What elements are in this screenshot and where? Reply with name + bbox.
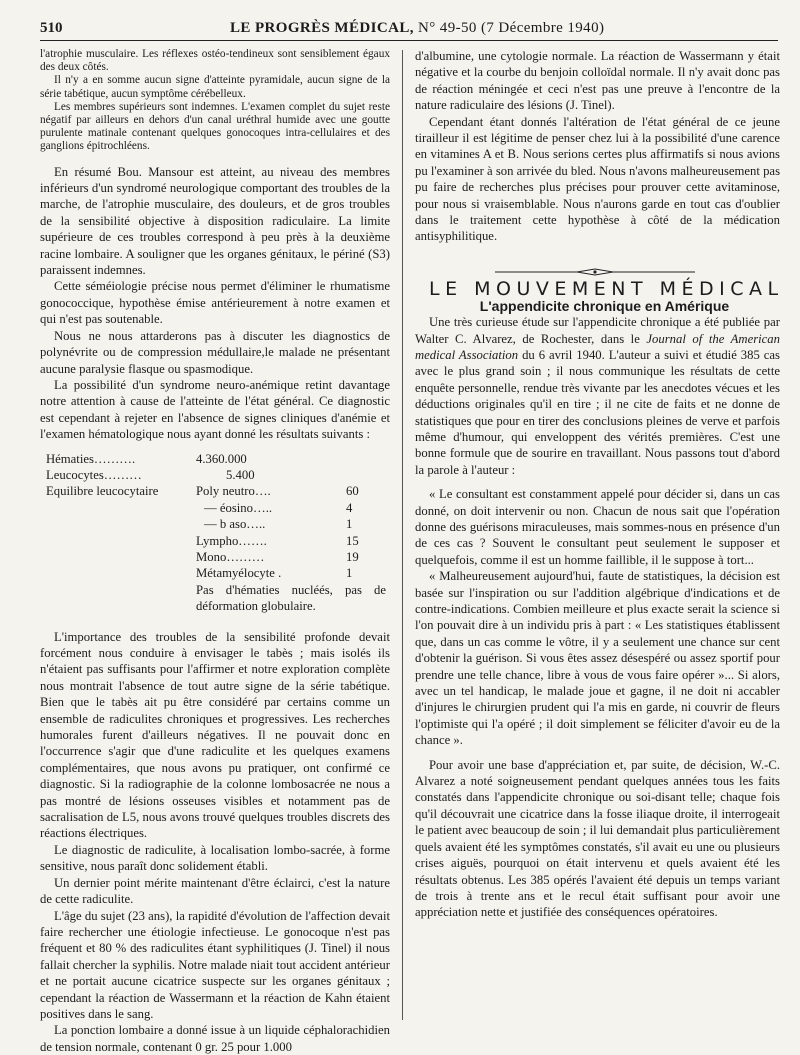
- page-number: 510: [40, 20, 63, 36]
- lab-sub-label: — éosino…..: [204, 500, 273, 515]
- paragraph: Cette séméiologie précise nous permet d'éliminer le rhumatisme gonococcique, hypothèse émise antérieurement à notre examen et qui n'est pas soutenable.: [40, 279, 390, 327]
- table-row: [46, 516, 386, 532]
- lab-sub-label: — b aso…..: [204, 517, 266, 532]
- lab-sub-label: Poly neutro….: [196, 484, 271, 499]
- lab-note: Pas d'hématies nucléés, pas de déformation globulaire.: [196, 582, 386, 614]
- ornament-divider: [495, 267, 695, 277]
- table-row: [46, 533, 386, 549]
- table-row: [46, 582, 386, 615]
- paragraph: Un dernier point mérite maintenant d'être éclairci, c'est la nature de cette radiculite.: [40, 875, 390, 907]
- blood-count-table: [46, 451, 386, 615]
- lab-label: Hématies……….: [46, 451, 136, 466]
- paragraph: L'importance des troubles de la sensibilité profonde devait forcément nous conduire à envisager le tabès ; mais isolés ils n'étaient pas suffisants pour l'affirmer et notre exploration complète nous montrait l'absence de tout autre signe de la série tabétique. Bien que le tabès ait pu être considéré par certains comme un ensemble de radiculites chroniques et progressives. Les recherches humorales furent d'ailleurs négatives. Il ne pouvait donc en l'occurrence s'agir que d'une radiculite et les quelques examens complémentaires, que nous avons pu pratiquer, ont confirmé ce diagnostic. Si la radiographie de la colonne lombosacrée ne nous a pas montré de lésions osseuses visibles et notamment pas de sacralisation de L5, nous avons trouvé quelques troubles discrets des réactions électriques.: [40, 629, 390, 841]
- table-row: [46, 549, 386, 565]
- lab-sub-label: Métamyélocyte .: [196, 566, 282, 581]
- table-row: [46, 467, 386, 483]
- column-divider: [402, 50, 403, 1020]
- header-rule: [40, 40, 778, 41]
- paragraph: Une très curieuse étude sur l'appendicite chronique a été publiée par Walter C. Alvarez, de Rochester, dans le Journal of the American medical Association du 6 avril 1940. L'auteur a suivi et étudié 385 cas avec le plus grand soin ; il nous communique les résultats de cette enquête personnelle, rendue très vivante par les anecdotes vécues et les déductions originales qu'il en tire ; il ne cite de faits et ne donne de statistiques que pour en tirer des conclusions pleines de verve et parfois même d'humour, qui enveloppent des vérités premières. C'est une bonne formule que de sourire en travaillant. Nous passons tout d'abord la parole à l'auteur :: [415, 315, 780, 477]
- lab-value: 4.360.000: [196, 451, 247, 466]
- paragraph: l'atrophie musculaire. Les réflexes ostéo-tendineux sont sensiblement égaux des deux côtés.: [40, 48, 390, 74]
- lab-sub-label: Mono………: [196, 549, 265, 564]
- paragraph: Pour avoir une base d'appréciation et, par suite, de décision, W.-C. Alvarez a noté soigneusement pendant quelques années tous les faits constatés dans l'appendicite chronique ou soi-disant telle; chaque fois qu'il découvrait une cicatrice dans la fosse iliaque droite, il interrogeait le patient avec beaucoup de soin ; il lui demandait plus particulièrement quels avaient été les symptômes constatés, s'il avait eu une ou plusieurs crises aiguës, pourquoi on était intervenu et quels avaient été les résultats obtenus. Les 385 opérés l'avaient été depuis un temps variant de trois à trente ans et le recul était suffisant pour avoir une appréciation nette et justifiée des conséquences opératoires.: [415, 757, 780, 920]
- page-header: [40, 16, 778, 42]
- quote-paragraph: « Le consultant est constamment appelé pour décider si, dans un cas donné, on doit intervenir ou non. Chacun de nous sait que l'opération donne des guérisons miraculeuses, mais sommes-nous en présence d'un de ces cas ? Souvent le consultant peut seulement le supposer et quelquefois, comme il est un homme faillible, il le suppose à tort...: [415, 487, 780, 567]
- lab-value: 1: [346, 517, 353, 532]
- paragraph: d'albumine, une cytologie normale. La réaction de Wassermann y était négative et la courbe du benjoin colloïdal normale. Il n'y avait donc pas de réaction méningée et ceci n'est pas une preuve à l'encontre de la nature radiculaire des lésions (J. Tinel).: [415, 49, 780, 113]
- paragraph: L'âge du sujet (23 ans), la rapidité d'évolution de l'affection devait faire rechercher une étiologie infectieuse. Le gonocoque n'est pas fréquent et 80 % des radiculites étant syphilitiques (J. Tinel) il nous fallait chercher la syphilis. Notre malade niait tout accident antérieur et ne portait aucune cicatrice suspecte sur les organes génitaux ; cependant la réaction de Wassermann et la réaction de Kahn étaient positives dans le sang.: [40, 908, 390, 1021]
- paragraph: Nous ne nous attarderons pas à discuter les diagnostics de polynévrite ou de compression médullaire,le malade ne présentant aucune paralysie flasque ou spasmodique.: [40, 328, 390, 376]
- case-note-block: [40, 48, 390, 154]
- lab-value: 1: [346, 566, 353, 581]
- lab-value: 5.400: [226, 467, 255, 482]
- journal-name: LE PROGRÈS MÉDICAL,: [230, 20, 414, 36]
- issue-info: N° 49-50 (7 Décembre 1940): [418, 20, 605, 36]
- right-column: [415, 48, 784, 921]
- left-column: [40, 48, 390, 1055]
- lab-label: Equilibre leucocytaire: [46, 484, 159, 499]
- lab-value: 4: [346, 500, 353, 515]
- section-title: LE MOUVEMENT MÉDICAL: [429, 278, 784, 301]
- paragraph: Il n'y a en somme aucun signe d'atteinte pyramidale, aucun signe de la série tabétique, aucun symptôme cérébelleux.: [40, 74, 390, 100]
- lab-label: Leucocytes………: [46, 467, 142, 482]
- table-row: [46, 565, 386, 581]
- paragraph: En résumé Bou. Mansour est atteint, au niveau des membres inférieurs d'un syndromé neurologique comportant des troubles de la marche, de l'atrophie musculaire, des douleurs, et de gros troubles de la sensibilité objective à disposition radiculaire. La limite supérieure de ces troubles correspond à peu près à la deuxième racine lombaire. A souligner que les organes génitaux, le périné (S3) paraissent indemnes.: [40, 164, 390, 278]
- quote-paragraph: « Malheureusement aujourd'hui, faute de statistiques, la décision est basée sur l'inspiration ou sur l'addition algébrique d'indications et de contre-indications. Combien meilleure et plus exacte serait la science si l'on pouvait dire à un individu pris à part : « Les statistiques établissent que, dans un cas comme le vôtre, il y a seulement une chance sur cent d'obtenir la guérison. Si vous êtes assez désespéré ou assez sportif pour prendre une telle chance, libre à vous de vous faire opérer »... Si alors, avec un tel handicap, le malade joue et gagne, il ne doit ni accabler d'injures le chirurgien prudent qui l'a mis en garde, ni couvrir de fleurs l'optimiste qui l'a opéré ; il doit simplement se féliciter d'avoir eu de la chance ».: [415, 569, 780, 748]
- paragraph: La ponction lombaire a donné issue à un liquide céphalorachidien de tension normale, contenant 0 gr. 25 pour 1.000: [40, 1023, 390, 1054]
- table-row: [46, 483, 386, 499]
- lab-value: 60: [346, 484, 359, 499]
- lab-value: 15: [346, 533, 359, 548]
- paragraph: Les membres supérieurs sont indemnes. L'examen complet du sujet reste négatif par ailleurs en dehors d'un canal uréthral humide avec une goutte purulente matinale contenant quelques gonocoques intra-cellulaires et des ganglions épitrochléens.: [40, 100, 390, 153]
- journal-citation: Journal of the American medical Association: [415, 331, 780, 362]
- lab-value: 19: [346, 549, 359, 564]
- running-title: [230, 20, 604, 37]
- article-title: L'appendicite chronique en Amérique: [479, 297, 730, 314]
- lab-sub-label: Lympho…….: [196, 533, 267, 548]
- table-row: [46, 500, 386, 516]
- paragraph: La possibilité d'un syndrome neuro-anémique retint davantage notre attention à cause de l'atteinte de l'état général. Ce diagnostic est cependant à rejeter en l'absence de signes cliniques d'anémie et l'examen hématologique nous ayant donné les résultats suivants :: [40, 377, 390, 442]
- table-row: [46, 451, 386, 467]
- paragraph: Le diagnostic de radiculite, à localisation lombo-sacrée, à forme sensitive, nous paraît donc solidement établi.: [40, 842, 390, 874]
- paragraph: Cependant étant donnés l'altération de l'état général de ce jeune tirailleur il est légitime de penser chez lui à la possibilité d'une carence en vitamines A et B. Nous serions certes plus affirmatifs si nous avions pu l'examiner à son arrivée du bled. Nous n'avons malheureusement pas pu faire de recherches plus précises pour prouver cette avitaminose, pour nous si vraisemblable. Nous n'aurons garde en tout cas d'oublier dans le traitement cette hypothèse à côté de la médication antisyphilitique.: [415, 114, 781, 244]
